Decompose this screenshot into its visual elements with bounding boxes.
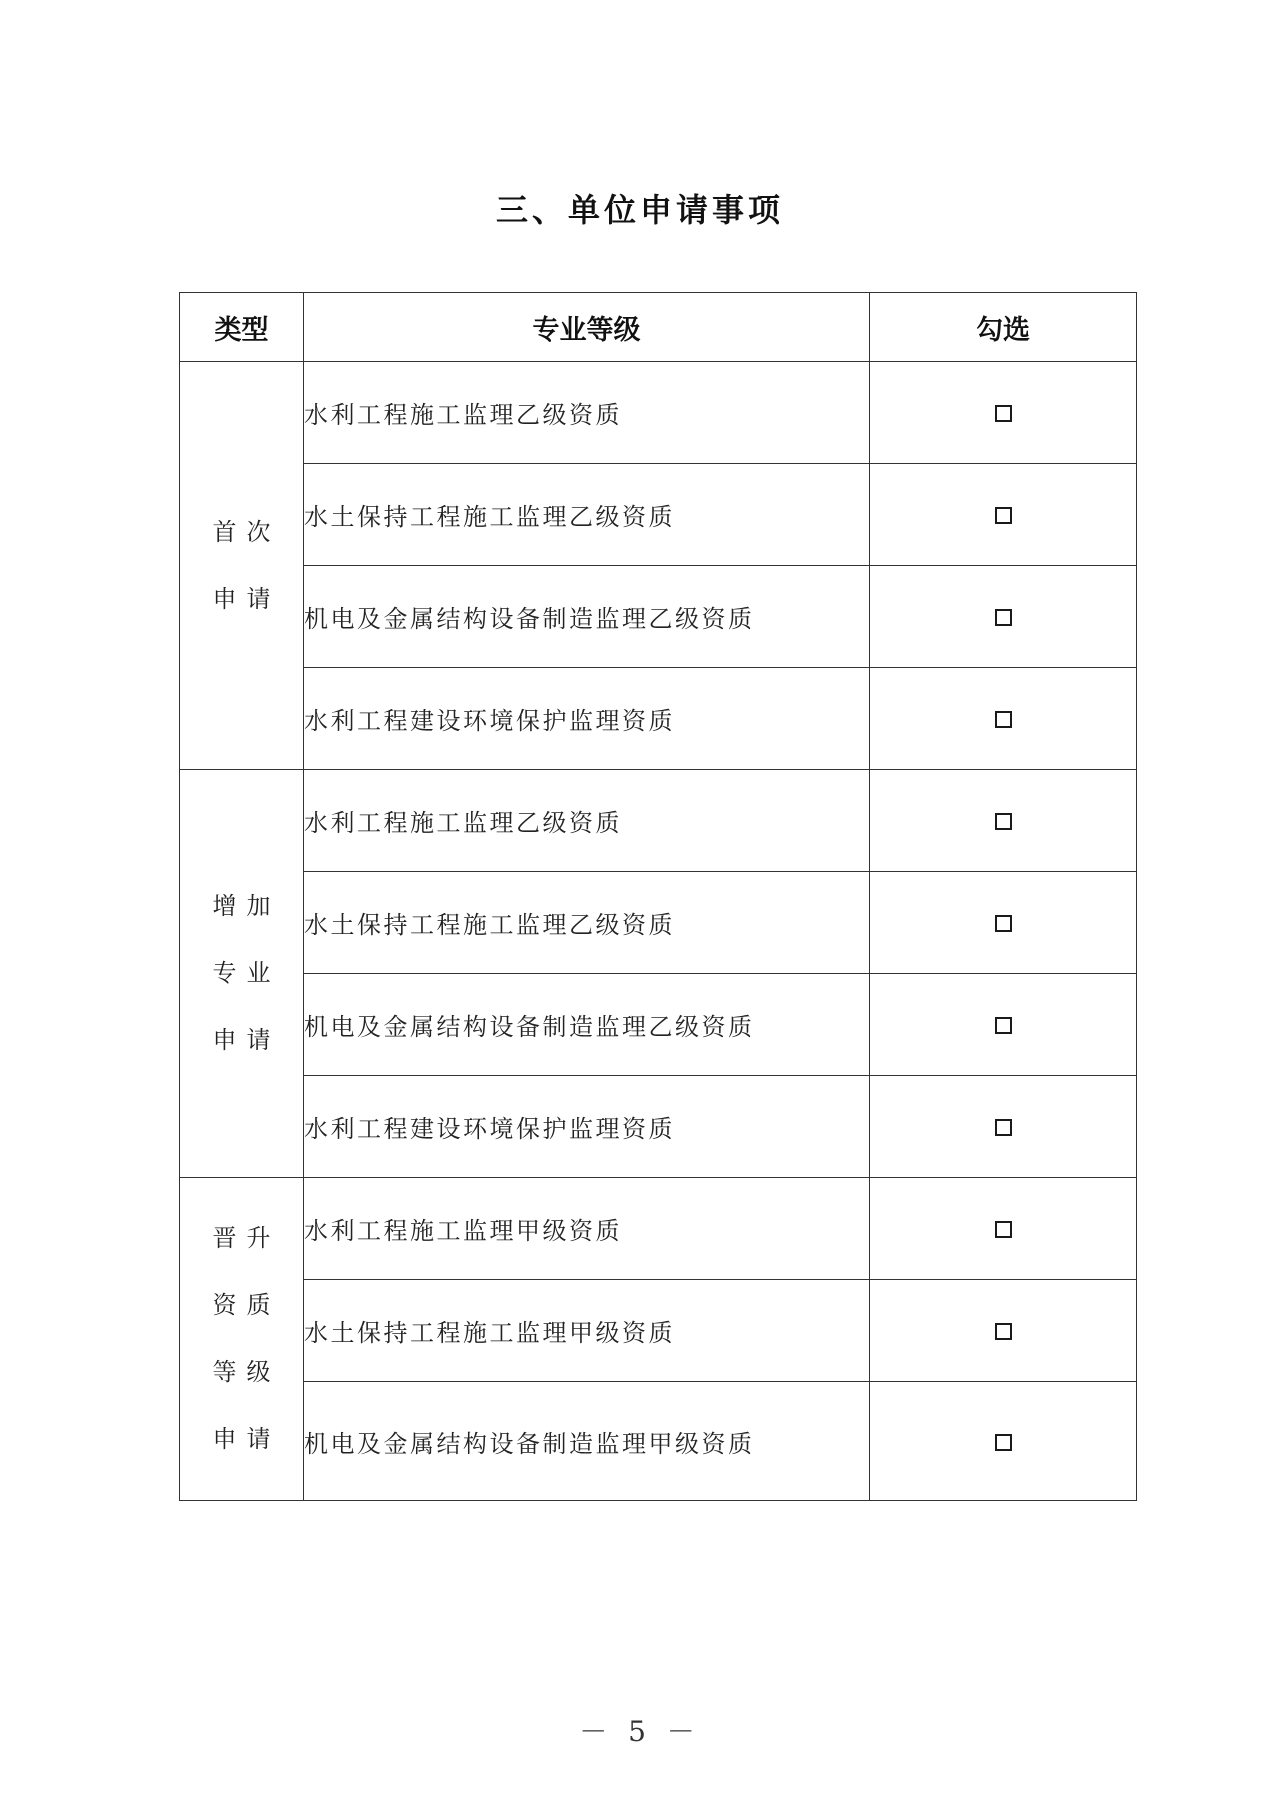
check-cell <box>870 1382 1137 1501</box>
table-body <box>180 362 1137 1501</box>
table-row <box>180 566 1137 668</box>
level-cell: 机电及金属结构设备制造监理乙级资质 <box>304 566 870 668</box>
header-type: 类型 <box>180 293 304 362</box>
page-title: 三、单位申请事项 <box>495 191 784 229</box>
type-label-line: 申请 <box>212 1425 281 1453</box>
check-cell <box>870 464 1137 566</box>
table-row <box>180 362 1137 464</box>
level-cell: 水利工程建设环境保护监理资质 <box>304 1076 870 1178</box>
level-cell: 机电及金属结构设备制造监理乙级资质 <box>304 974 870 1076</box>
selection-checkbox[interactable] <box>995 405 1012 422</box>
table-row <box>180 1382 1137 1501</box>
type-label <box>203 873 281 1074</box>
table-row <box>180 770 1137 872</box>
selection-checkbox[interactable] <box>995 609 1012 626</box>
type-label-line: 等级 <box>212 1358 281 1386</box>
check-cell <box>870 770 1137 872</box>
table-row <box>180 464 1137 566</box>
application-items-table <box>179 292 1137 1501</box>
check-cell <box>870 1178 1137 1280</box>
type-label-line: 增加 <box>212 892 281 920</box>
type-label <box>203 1205 281 1473</box>
type-cell <box>180 770 304 1178</box>
type-cell <box>180 1178 304 1501</box>
table-row <box>180 872 1137 974</box>
page-number: － 5 － <box>579 1715 701 1748</box>
selection-checkbox[interactable] <box>995 1119 1012 1136</box>
selection-checkbox[interactable] <box>995 507 1012 524</box>
type-label-line: 申请 <box>212 584 281 613</box>
selection-checkbox[interactable] <box>995 915 1012 932</box>
check-cell <box>870 1076 1137 1178</box>
table-header-row <box>180 293 1137 362</box>
header-check: 勾选 <box>870 293 1137 362</box>
check-cell <box>870 1280 1137 1382</box>
level-cell: 水利工程建设环境保护监理资质 <box>304 668 870 770</box>
type-label-line: 专业 <box>212 959 281 987</box>
table-row <box>180 1076 1137 1178</box>
check-cell <box>870 872 1137 974</box>
type-label-line: 申请 <box>212 1026 281 1054</box>
level-cell: 水利工程施工监理甲级资质 <box>304 1178 870 1280</box>
table-row <box>180 1178 1137 1280</box>
selection-checkbox[interactable] <box>995 813 1012 830</box>
type-label-line: 资质 <box>212 1291 281 1319</box>
level-cell: 水土保持工程施工监理甲级资质 <box>304 1280 870 1382</box>
selection-checkbox[interactable] <box>995 1323 1012 1340</box>
level-cell: 水利工程施工监理乙级资质 <box>304 362 870 464</box>
check-cell <box>870 974 1137 1076</box>
type-cell <box>180 362 304 770</box>
table-row <box>180 974 1137 1076</box>
table-row <box>180 1280 1137 1382</box>
selection-checkbox[interactable] <box>995 711 1012 728</box>
check-cell <box>870 362 1137 464</box>
header-level: 专业等级 <box>304 293 870 362</box>
level-cell: 水利工程施工监理乙级资质 <box>304 770 870 872</box>
level-cell: 水土保持工程施工监理乙级资质 <box>304 464 870 566</box>
check-cell <box>870 668 1137 770</box>
type-label-line: 晋升 <box>212 1224 281 1252</box>
level-cell: 水土保持工程施工监理乙级资质 <box>304 872 870 974</box>
selection-checkbox[interactable] <box>995 1221 1012 1238</box>
level-cell: 机电及金属结构设备制造监理甲级资质 <box>304 1382 870 1501</box>
selection-checkbox[interactable] <box>995 1434 1012 1451</box>
table-row <box>180 668 1137 770</box>
type-label-line: 首次 <box>212 517 281 546</box>
type-label <box>203 499 281 633</box>
selection-checkbox[interactable] <box>995 1017 1012 1034</box>
check-cell <box>870 566 1137 668</box>
